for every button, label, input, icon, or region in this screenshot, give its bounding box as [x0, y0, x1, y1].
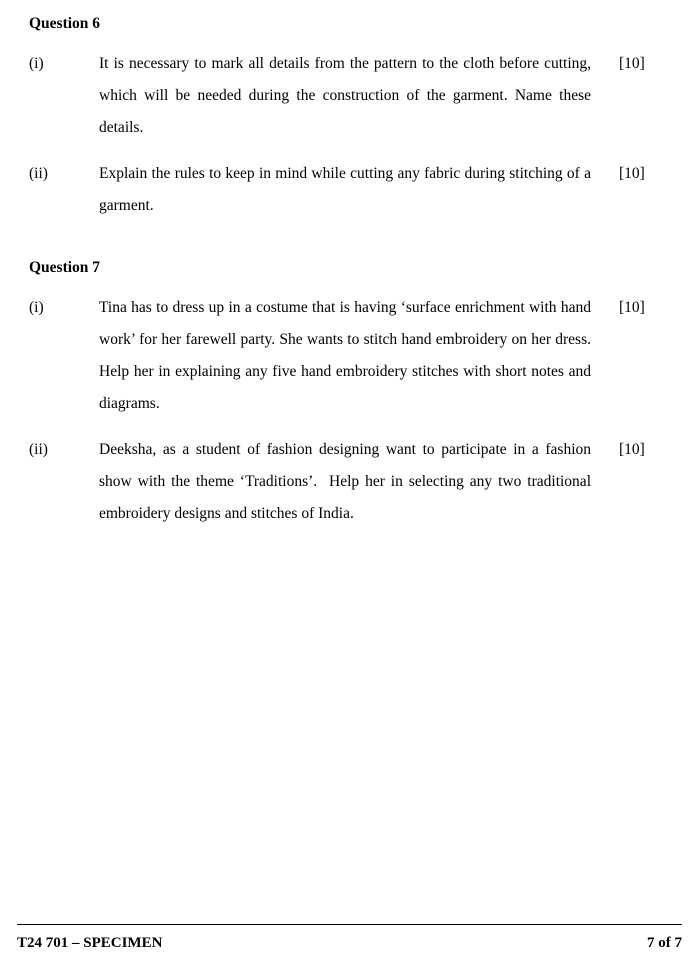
question-part-6-i	[0, 48, 700, 144]
top-spacer	[0, 0, 700, 14]
paper-code: T24 701 – SPECIMEN	[17, 935, 163, 951]
part-text-7-ii: Deeksha, as a student of fashion designing want to participate in a fashion show with the theme ‘Traditions’. Help her in selecting any two traditional embroidery designs and stitches of India.	[99, 441, 595, 522]
question-heading-6: Question 6	[29, 15, 101, 32]
page-footer	[0, 924, 700, 968]
part-marker-6-i: (i)	[29, 55, 44, 72]
footer-divider	[17, 924, 682, 925]
part-marks-6-i: [10]	[619, 55, 645, 72]
part-marker-7-ii: (ii)	[29, 441, 48, 458]
question-block-7	[0, 258, 700, 530]
page-number: 7 of 7	[647, 935, 682, 951]
part-text-7-i: Tina has to dress up in a costume that is having ‘surface enrichment with hand work’ for her farewell party. She wants to stitch hand embroidery on her dress. Help her in explaining any five hand embroidery stitches with short notes and diagrams.	[99, 299, 595, 412]
heading-gap-7	[0, 278, 700, 292]
part-marker-6-ii: (ii)	[29, 165, 48, 182]
footer-row	[17, 933, 682, 953]
part-marks-6-ii: [10]	[619, 165, 645, 182]
part-text-6-i: It is necessary to mark all details from the pattern to the cloth before cutting, which will be needed during the construction of the garment. Name these details.	[99, 55, 595, 136]
part-marks-7-ii: [10]	[619, 441, 645, 458]
part-text-6-ii: Explain the rules to keep in mind while cutting any fabric during stitching of a garment.	[99, 165, 595, 214]
question-heading-7: Question 7	[29, 259, 101, 276]
question-part-7-i	[0, 292, 700, 420]
question-part-6-ii	[0, 158, 700, 222]
heading-gap	[0, 34, 700, 48]
part-marker-7-i: (i)	[29, 299, 44, 316]
question-gap	[0, 222, 700, 258]
part-gap-7	[0, 420, 700, 434]
question-block-6	[0, 14, 700, 222]
part-marks-7-i: [10]	[619, 299, 645, 316]
part-gap-6	[0, 144, 700, 158]
question-part-7-ii	[0, 434, 700, 530]
